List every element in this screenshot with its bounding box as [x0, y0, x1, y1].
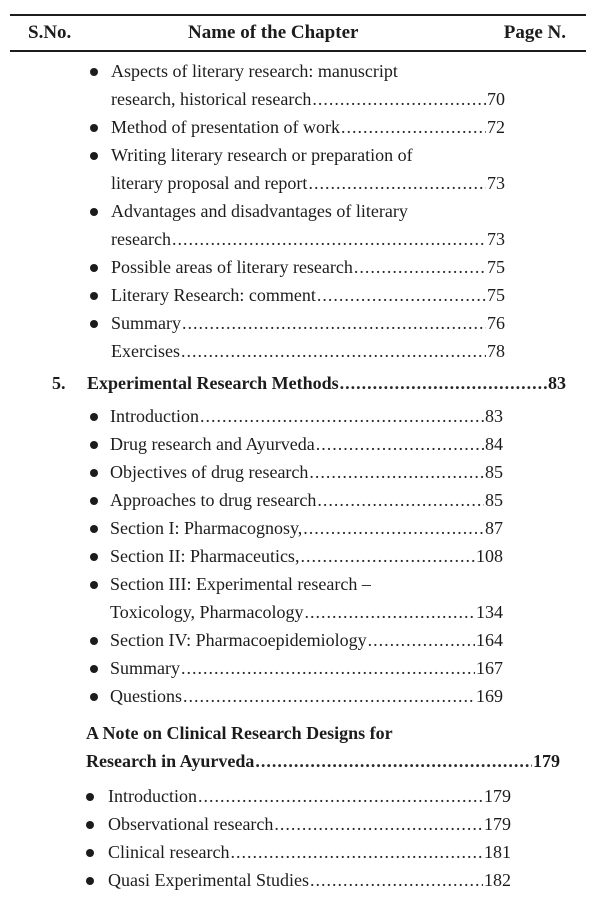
dot-leader — [230, 841, 483, 863]
entry-page-number: 179 — [484, 786, 511, 806]
toc-line — [110, 545, 503, 567]
toc-line — [110, 657, 503, 679]
toc-line — [110, 433, 503, 455]
entry-title: Section II: Pharmaceutics, — [110, 546, 300, 566]
bullet-icon — [86, 877, 94, 885]
dot-leader — [200, 405, 484, 427]
dot-leader — [182, 312, 486, 334]
entry-page-number: 70 — [487, 89, 505, 109]
dot-leader — [341, 116, 486, 138]
dot-leader — [308, 172, 486, 194]
bullet-icon — [90, 441, 98, 449]
toc-line — [111, 116, 505, 138]
dot-leader — [198, 785, 483, 807]
bullet-icon — [90, 581, 98, 589]
toc-line — [111, 284, 505, 306]
header-page-number: Page N. — [503, 22, 566, 43]
entry-page-number: 179 — [484, 814, 511, 834]
toc-line — [110, 489, 503, 511]
toc-line — [86, 722, 393, 744]
bullet-icon — [90, 208, 98, 216]
entry-page-number: 75 — [487, 285, 505, 305]
entry-title: Drug research and Ayurveda — [110, 434, 315, 454]
dot-leader — [309, 461, 484, 483]
entry-page-number: 87 — [485, 518, 503, 538]
header-bottom-rule — [10, 50, 586, 52]
dot-leader — [317, 284, 486, 306]
entry-page-number: 73 — [487, 173, 505, 193]
entry-page-number: 169 — [476, 686, 503, 706]
entry-title: Observational research — [108, 814, 274, 834]
header-chapter-name: Name of the Chapter — [188, 22, 359, 43]
bullet-icon — [90, 497, 98, 505]
entry-page-number: 164 — [476, 630, 503, 650]
entry-title: Summary — [111, 313, 181, 333]
toc-line — [111, 144, 413, 166]
entry-title: Writing literary research or preparation of — [111, 145, 413, 165]
toc-line — [111, 312, 505, 334]
entry-page-number: 73 — [487, 229, 505, 249]
toc-line — [111, 228, 505, 250]
bullet-icon — [90, 413, 98, 421]
entry-page-number: 167 — [476, 658, 503, 678]
toc-line — [110, 405, 503, 427]
toc-line — [108, 841, 511, 863]
entry-title: Method of presentation of work — [111, 117, 340, 137]
toc-line — [111, 340, 505, 362]
toc-line — [108, 869, 511, 891]
dot-leader — [354, 256, 486, 278]
entry-page-number: 84 — [485, 434, 503, 454]
dot-leader — [340, 372, 547, 394]
entry-page-number: 85 — [485, 462, 503, 482]
bullet-icon — [90, 264, 98, 272]
entry-title: Clinical research — [108, 842, 230, 862]
dot-leader — [183, 685, 475, 707]
header-sno: S.No. — [28, 22, 72, 43]
bullet-icon — [90, 525, 98, 533]
entry-page-number: 72 — [487, 117, 505, 137]
entry-title: Objectives of drug research — [110, 462, 309, 482]
toc-line — [86, 750, 560, 772]
entry-page-number: 181 — [484, 842, 511, 862]
dot-leader — [274, 813, 483, 835]
entry-page-number: 134 — [476, 602, 503, 622]
bullet-icon — [90, 693, 98, 701]
toc-header — [10, 22, 586, 46]
bullet-icon — [86, 849, 94, 857]
entry-page-number: 83 — [548, 373, 566, 393]
toc-line — [111, 88, 505, 110]
entry-title: Aspects of literary research: manuscript — [111, 61, 398, 81]
bullet-icon — [90, 292, 98, 300]
dot-leader — [368, 629, 475, 651]
entry-title: Section I: Pharmacognosy, — [110, 518, 303, 538]
entry-title: research — [111, 229, 171, 249]
bullet-icon — [86, 793, 94, 801]
toc-line — [111, 256, 505, 278]
entry-page-number: 76 — [487, 313, 505, 333]
header-top-rule — [10, 14, 586, 16]
dot-leader — [316, 433, 484, 455]
entry-page-number: 75 — [487, 257, 505, 277]
entry-page-number: 179 — [533, 751, 560, 771]
dot-leader — [181, 657, 475, 679]
dot-leader — [305, 601, 475, 623]
toc-line — [111, 172, 505, 194]
entry-title: A Note on Clinical Research Designs for — [86, 723, 393, 743]
toc-line — [110, 685, 503, 707]
dot-leader — [300, 545, 475, 567]
toc-line — [111, 60, 398, 82]
toc-line — [111, 200, 408, 222]
dot-leader — [317, 489, 484, 511]
bullet-icon — [90, 68, 98, 76]
entry-page-number: 78 — [487, 341, 505, 361]
entry-title: Experimental Research Methods — [87, 373, 339, 393]
bullet-icon — [90, 320, 98, 328]
toc-line — [108, 813, 511, 835]
bullet-icon — [90, 152, 98, 160]
toc-line — [108, 785, 511, 807]
entry-title: Advantages and disadvantages of literary — [111, 201, 408, 221]
entry-title: Quasi Experimental Studies — [108, 870, 309, 890]
chapter-number: 5. — [52, 373, 66, 393]
entry-title: Introduction — [110, 406, 199, 426]
toc-line — [110, 573, 371, 595]
entry-page-number: 83 — [485, 406, 503, 426]
entry-title: Exercises — [111, 341, 180, 361]
bullet-icon — [90, 553, 98, 561]
entry-title: research, historical research — [111, 89, 312, 109]
toc-line — [110, 517, 503, 539]
toc-line — [110, 629, 503, 651]
toc-line — [87, 372, 566, 394]
dot-leader — [255, 750, 532, 772]
bullet-icon — [90, 124, 98, 132]
entry-title: Literary Research: comment — [111, 285, 316, 305]
toc-line — [110, 601, 503, 623]
bullet-icon — [90, 469, 98, 477]
bullet-icon — [90, 665, 98, 673]
dot-leader — [172, 228, 486, 250]
entry-title: Possible areas of literary research — [111, 257, 353, 277]
entry-title: Questions — [110, 686, 182, 706]
dot-leader — [181, 340, 486, 362]
entry-page-number: 108 — [476, 546, 503, 566]
entry-title: Section IV: Pharmacoepidemiology — [110, 630, 367, 650]
bullet-icon — [90, 637, 98, 645]
entry-title: Summary — [110, 658, 180, 678]
entry-page-number: 85 — [485, 490, 503, 510]
toc-line — [110, 461, 503, 483]
dot-leader — [310, 869, 483, 891]
entry-page-number: 182 — [484, 870, 511, 890]
bullet-icon — [86, 821, 94, 829]
dot-leader — [312, 88, 486, 110]
entry-title: Section III: Experimental research – — [110, 574, 371, 594]
entry-title: Introduction — [108, 786, 197, 806]
entry-title: Approaches to drug research — [110, 490, 317, 510]
entry-title: literary proposal and report — [111, 173, 308, 193]
entry-title: Research in Ayurveda — [86, 751, 255, 771]
dot-leader — [303, 517, 484, 539]
entry-title: Toxicology, Pharmacology — [110, 602, 304, 622]
